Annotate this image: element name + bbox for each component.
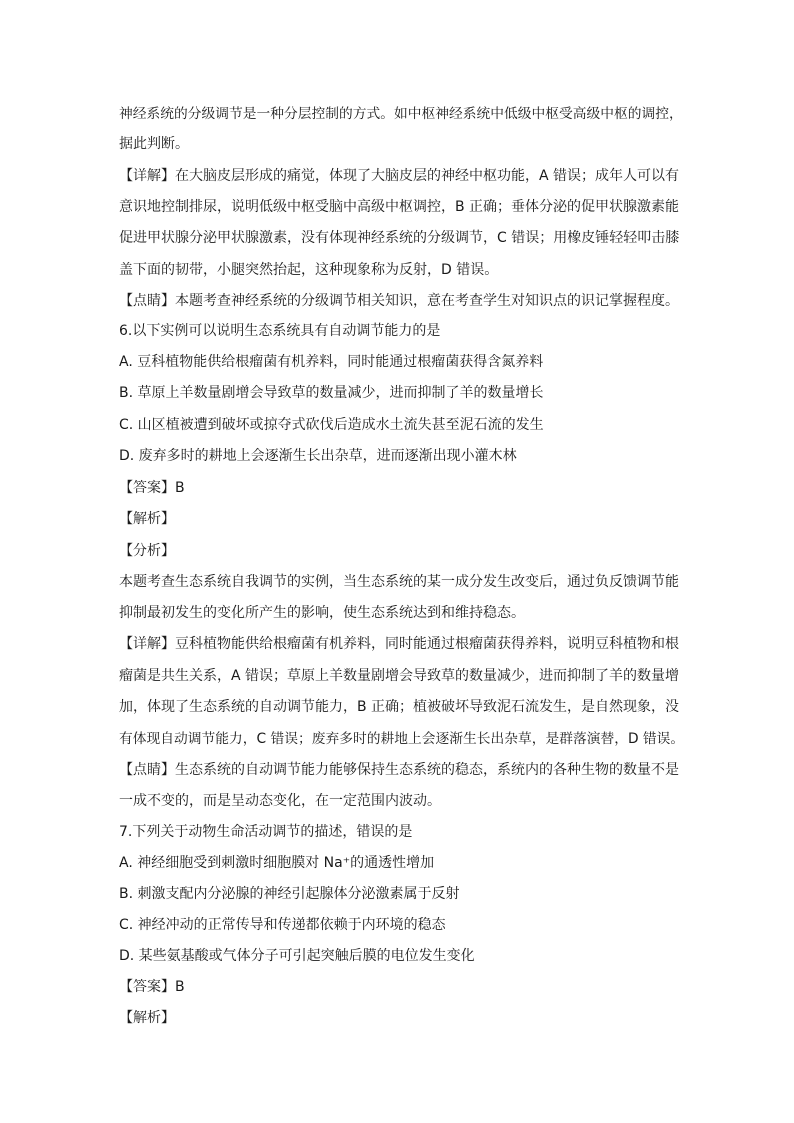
text-line: 一成不变的，而是呈动态变化，在一定范围内波动。 (119, 793, 441, 809)
text-line: 加，体现了生态系统的自动调节能力，B 正确；植被破坏导致泥石流发生，是自然现象，没 (119, 699, 680, 715)
answer-label: 【答案】B (119, 480, 185, 496)
option-a: A. 神经细胞受到刺激时细胞膜对 Na⁺的通透性增加 (119, 855, 435, 871)
option-d: D. 某些氨基酸或气体分子可引起突触后膜的电位发生变化 (119, 948, 475, 964)
option-b: B. 刺激支配内分泌腺的神经引起腺体分泌激素属于反射 (119, 886, 460, 902)
text-line: 意识地控制排尿，说明低级中枢受脑中高级中枢调控，B 正确；垂体分泌的促甲状腺激素能 (119, 199, 680, 215)
text-line: 神经系统的分级调节是一种分层控制的方式。如中枢神经系统中低级中枢受高级中枢的调控， (119, 106, 683, 122)
text-line: 有体现自动调节能力，C 错误；废弃多时的耕地上会逐渐生长出杂草，是群落演替，D 错误。 (119, 731, 685, 747)
option-b: B. 草原上羊数量剧增会导致草的数量减少，进而抑制了羊的数量增长 (119, 385, 544, 401)
text-line: 【详解】在大脑皮层形成的痛觉，体现了大脑皮层的神经中枢功能，A 错误；成年人可以有 (119, 168, 680, 184)
option-a: A. 豆科植物能供给根瘤菌有机养料，同时能通过根瘤菌获得含氮养料 (119, 354, 544, 370)
question-title: 6.以下实例可以说明生态系统具有自动调节能力的是 (119, 323, 441, 339)
text-line: 【点睛】本题考查神经系统的分级调节相关知识，意在考查学生对知识点的识记掌握程度。 (119, 293, 679, 309)
option-c: C. 山区植被遭到破坏或掠夺式砍伐后造成水土流失甚至泥石流的发生 (119, 417, 544, 433)
text-line: 抑制最初发生的变化所产生的影响，使生态系统达到和维持稳态。 (119, 605, 525, 621)
text-line: 【详解】豆科植物能供给根瘤菌有机养料，同时能通过根瘤菌获得养料，说明豆科植物和根 (119, 636, 679, 652)
text-line: 本题考查生态系统自我调节的实例，当生态系统的某一成分发生改变后，通过负反馈调节能 (119, 574, 679, 590)
answer-label: 【答案】B (119, 979, 185, 995)
text-line: 据此判断。 (119, 136, 189, 152)
text-line: 【点睛】生态系统的自动调节能力能够保持生态系统的稳态，系统内的各种生物的数量不是 (119, 762, 679, 778)
analysis-label: 【解析】 (119, 1010, 175, 1026)
text-line: 瘤菌是共生关系，A 错误；草原上羊数量剧增会导致草的数量减少，进而抑制了羊的数量增 (119, 668, 680, 684)
analysis-sub-label: 【分析】 (119, 543, 175, 559)
option-c: C. 神经冲动的正常传导和传递都依赖于内环境的稳态 (119, 917, 446, 933)
option-d: D. 废弃多时的耕地上会逐渐生长出杂草，进而逐渐出现小灌木林 (119, 448, 517, 464)
question-title: 7.下列关于动物生命活动调节的描述，错误的是 (119, 824, 413, 840)
text-line: 盖下面的韧带，小腿突然抬起，这种现象称为反射，D 错误。 (119, 262, 499, 278)
text-line: 促进甲状腺分泌甲状腺激素，没有体现神经系统的分级调节，C 错误；用橡皮锤轻轻叩击膝 (119, 230, 680, 246)
analysis-label: 【解析】 (119, 511, 175, 527)
